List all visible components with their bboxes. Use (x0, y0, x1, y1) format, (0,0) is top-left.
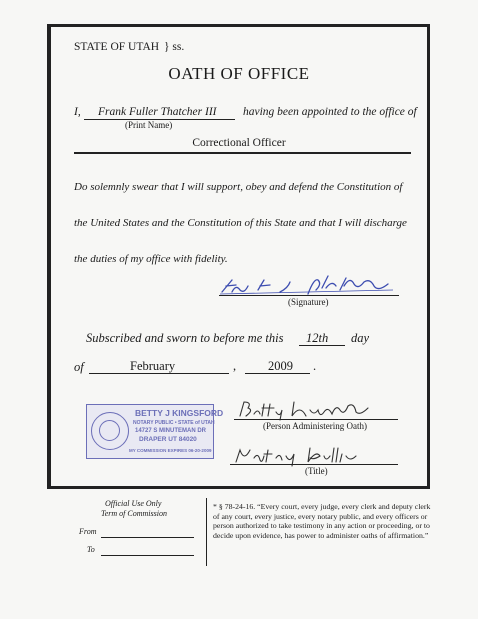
from-line (101, 537, 194, 538)
term-of-commission: Term of Commission (101, 509, 167, 518)
oath-line-1: Do solemnly swear that I will support, obey and defend the Constitution of (74, 181, 403, 193)
notary-line-1: NOTARY PUBLIC • STATE of UTAH (133, 420, 215, 426)
notary-stamp (86, 404, 224, 459)
from-label: From (79, 527, 97, 536)
administrator-line (234, 419, 398, 420)
print-name-value: Frank Fuller Thatcher III (98, 106, 217, 118)
sworn-text: Subscribed and sworn to before me this (86, 331, 284, 345)
appointment-text: having been appointed to the office of (243, 106, 417, 118)
title-line (230, 464, 398, 465)
print-name-caption: (Print Name) (125, 120, 173, 130)
signature-line (219, 295, 399, 296)
to-label: To (87, 545, 95, 554)
day-word: day (351, 331, 370, 345)
statute-text: * § 78-24-16. “Every court, every judge, every clerk and deputy clerk of any court, every justice, every notary public, and every officers or person authorized to take testimony in any action or proceeding, or to decide upon evidence, has power to administer oaths of affirmation.” (213, 502, 431, 540)
notary-line-2: 14727 S MINUTEMAN DR (135, 428, 207, 434)
document-title: OATH OF OFFICE (168, 64, 310, 83)
oath-line-3: the duties of my office with fidelity. (74, 253, 228, 265)
notary-line-3: DRAPER UT 84020 (139, 436, 197, 443)
signature-caption: (Signature) (288, 297, 329, 307)
state-seal-icon (91, 412, 129, 450)
of-word: of (74, 360, 84, 374)
title-caption: (Title) (305, 466, 328, 476)
administrator-caption: (Person Administering Oath) (263, 421, 367, 431)
day-value: 12th (306, 331, 329, 345)
official-use-heading: Official Use Only (105, 499, 162, 508)
month-value: February (130, 359, 176, 373)
state-label: STATE OF UTAH (74, 41, 160, 53)
office-title: Correctional Officer (192, 137, 286, 149)
notary-name: BETTY J KINGSFORD (135, 408, 224, 418)
date-period: . (313, 359, 317, 373)
year-value: 2009 (268, 359, 293, 373)
notary-line-4: MY COMMISSION EXPIRES 06-20-2009 (129, 448, 212, 453)
pronoun-i: I, (74, 106, 81, 118)
ss-label: } ss. (164, 41, 185, 53)
date-comma: , (233, 359, 237, 373)
office-line (74, 152, 411, 154)
bottom-divider (206, 498, 207, 566)
to-line (101, 555, 194, 556)
oath-line-2: the United States and the Constitution of this State and that I will discharge (74, 217, 407, 229)
